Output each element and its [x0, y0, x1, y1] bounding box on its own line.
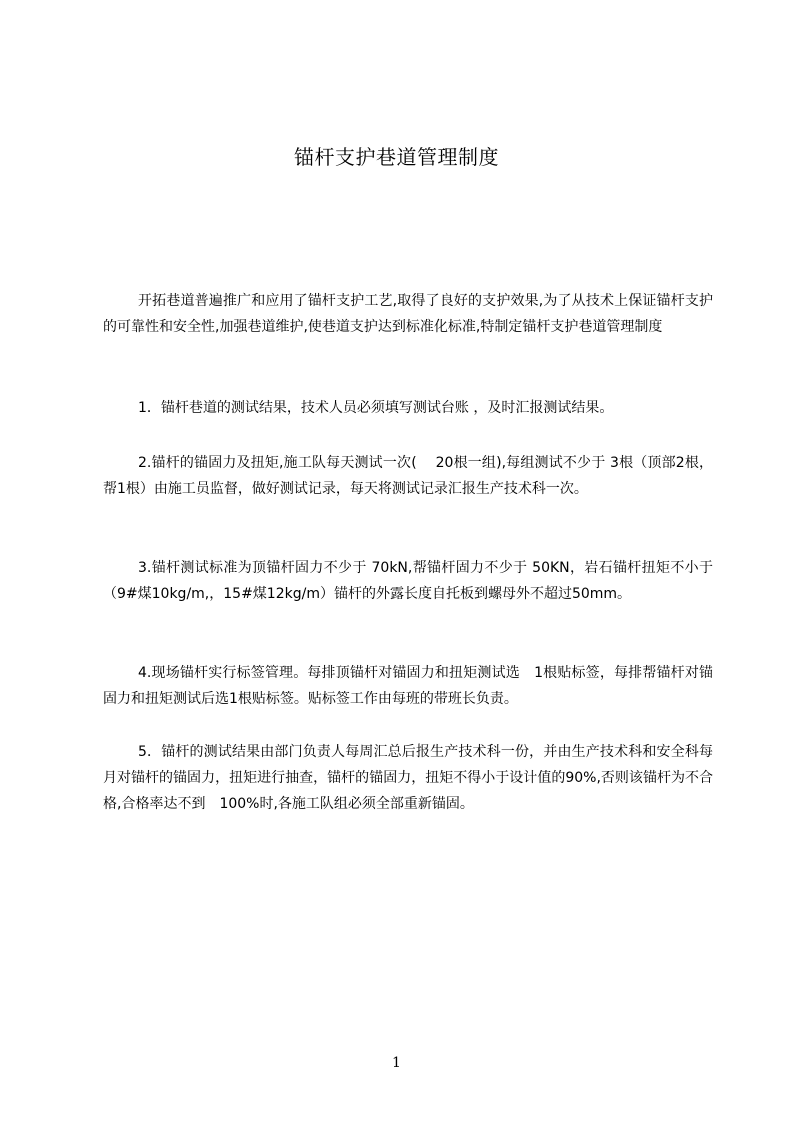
regulation-item-2: 2.锚杆的锚固力及扭矩,施工队每天测试一次( 20根一组),每组测试不少于 3根（顶部2根，帮1根）由施工员监督，做好测试记录，每天将测试记录汇报生产技术科一次。	[103, 455, 713, 497]
regulation-item-4: 4.现场锚杆实行标签管理。每排顶锚杆对锚固力和扭矩测试选 1根贴标签，每排帮锚杆对锚固力和扭矩测试后选1根贴标签。贴标签工作由每班的带班长负责。	[103, 665, 713, 707]
regulation-item-5: 5．锚杆的测试结果由部门负责人每周汇总后报生产技术科一份，并由生产技术科和安全科每月对锚杆的锚固力，扭矩进行抽查，锚杆的锚固力，扭矩不得小于设计值的90%,否则该锚杆为不合格,合格率达不到 100%时,各施工队组必须全部重新锚固。	[103, 744, 713, 812]
intro-paragraph: 开拓巷道普遍推广和应用了锚杆支护工艺,取得了良好的支护效果,为了从技术上保证锚杆支护的可靠性和安全性,加强巷道维护,使巷道支护达到标准化标准,特制定锚杆支护巷道管理制度	[103, 293, 713, 335]
regulation-item-1: 1．锚杆巷道的测试结果，技术人员必须填写测试台账 ，及时汇报测试结果。	[138, 400, 614, 416]
document-title: 锚杆支护巷道管理制度	[294, 145, 499, 169]
regulation-item-3: 3.锚杆测试标准为顶锚杆固力不少于 70kN,帮锚杆固力不少于 50KN，岩石锚杆扭矩不小于（9#煤10kg/m,，15#煤12kg/m）锚杆的外露长度自托板到螺母外不超过50mm。	[103, 560, 713, 602]
page-number: 1	[392, 1055, 401, 1071]
